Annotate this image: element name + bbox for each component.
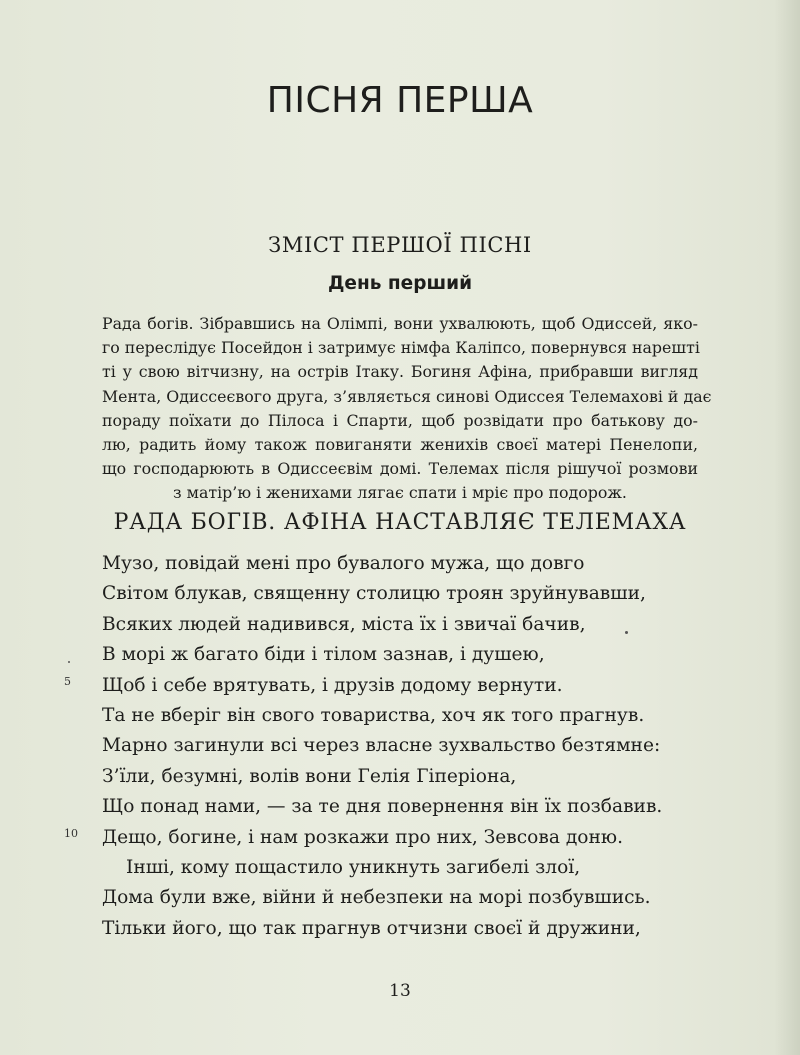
verse-line [102, 762, 722, 792]
verse-line [102, 701, 722, 731]
page-number: 13 [389, 981, 411, 1001]
verse-text: Та не вберіг він свого товариства, хоч як того прагнув. [102, 704, 645, 726]
summary-line: го переслідує Посейдон і затримує німфа Каліпсо, повернувся нарешті [102, 338, 700, 358]
summary-line: пораду поїхати до Пілоса і Спарти, щоб розвідати про батькову до- [102, 410, 698, 430]
summary-line: ті у свою вітчизну, на острів Ітаку. Богиня Афіна, прибравши вигляд [102, 362, 698, 382]
summary-line: лю, радить йому також повиганяти женихів своєї матері Пенелопи, [102, 435, 698, 455]
verse-block [64, 549, 722, 944]
verse-line [102, 610, 722, 640]
summary-line: що господарюють в Одиссеєвім домі. Телемах після рішучої розмови [102, 459, 698, 479]
verse-line [102, 883, 722, 913]
verse-line [102, 549, 722, 579]
verse-text: Щоб і себе врятувать, і друзів додому вернути. [102, 674, 563, 696]
contents-title: ЗМІСТ ПЕРШОЇ ПІСНІ [268, 233, 532, 257]
verse-text: Інші, кому пощастило уникнуть загибелі злої, [126, 856, 581, 878]
verse-text: Світом блукав, священну столицю троян зруйнувавши, [102, 583, 646, 605]
summary-line: Рада богів. Зібравшись на Олімпі, вони ухвалюють, щоб Одиссей, яко- [102, 314, 698, 333]
ink-speck [68, 661, 70, 663]
verse-text: З’їли, безумні, волів вони Гелія Гіперіона, [102, 765, 517, 787]
verse-text: Дещо, богине, і нам розкажи про них, Зевсова доню. [102, 826, 623, 848]
verse-line [102, 853, 722, 883]
day-title: День перший [327, 273, 473, 294]
summary-line: Мента, Одиссеєвого друга, з’являється синові Одиссея Телемахові й дає [102, 386, 712, 406]
verse-text: Всяких людей надивився, міста їх і звичаї бачив, [102, 613, 586, 635]
verse-text: Дома були вже, війни й небезпеки на морі позбувшись. [102, 887, 651, 909]
verse-line [64, 671, 722, 701]
verse-line [102, 579, 722, 609]
line-number: 5 [64, 674, 71, 688]
verse-text: Що понад нами, — за те дня повернення він їх позбавив. [102, 796, 663, 818]
song-title: ПІСНЯ ПЕРША [266, 80, 534, 121]
ink-speck [625, 631, 628, 634]
verse-line [102, 731, 722, 761]
verse-line [102, 792, 722, 822]
verse-text: В морі ж багато біди і тілом зазнав, і душею, [102, 644, 545, 666]
verse-line [102, 914, 722, 944]
verse-line [102, 640, 722, 670]
verse-text: Музо, повідай мені про бувалого мужа, що довго [102, 553, 585, 574]
verse-text: Тільки його, що так прагнув отчизни своєї й дружини, [102, 917, 641, 939]
verse-line [64, 823, 722, 853]
section-title: РАДА БОГІВ. АФІНА НАСТАВЛЯЄ ТЕЛЕМАХА [113, 510, 687, 535]
summary-paragraph [102, 312, 712, 506]
line-number: 10 [64, 826, 78, 840]
verse-text: Марно загинули всі через власне зухвальство безтямне: [102, 735, 661, 757]
summary-line: з матір’ю і женихами лягає спати і мріє про подорож. [173, 483, 627, 503]
